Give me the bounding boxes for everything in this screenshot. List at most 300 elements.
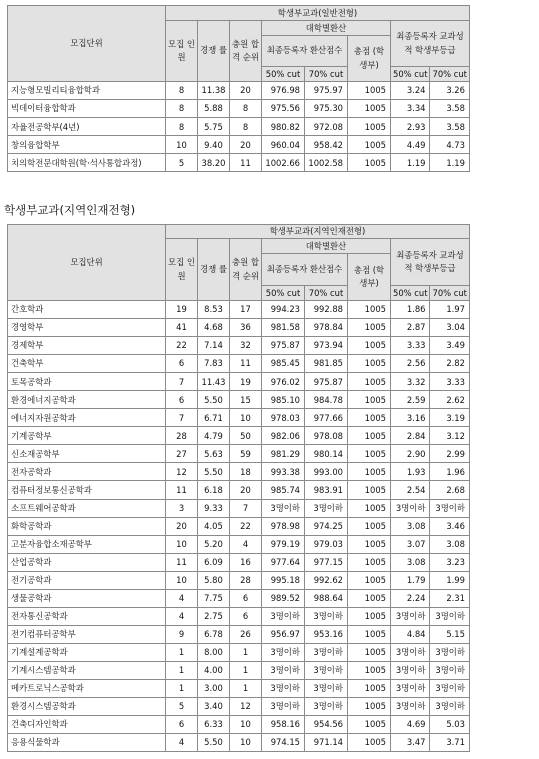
cell-g50: 3명이하 [391,499,430,517]
cell-ratio: 7.75 [198,589,230,607]
cell-dept: 메카트로닉스공학과 [8,679,166,697]
table-row [8,661,470,679]
cell-rank: 8 [230,100,262,118]
cell-ratio: 5.63 [198,445,230,463]
cell-total: 1005 [348,661,391,679]
cell-dept: 고분자융합소재공학부 [8,535,166,553]
cell-rank: 10 [230,716,262,734]
table-row [8,607,470,625]
cell-g70: 3.12 [430,427,469,445]
cell-rank: 18 [230,463,262,481]
table-title: 학생부교과(지역인재전형) [166,225,470,239]
cell-s70: 973.94 [305,337,348,355]
cell-total: 1005 [348,571,391,589]
cell-g70: 1.19 [430,154,469,172]
cell-s50: 1002.66 [262,154,305,172]
cell-total: 1005 [348,679,391,697]
cell-total: 1005 [348,391,391,409]
cell-s50: 989.52 [262,589,305,607]
cell-s50: 978.03 [262,409,305,427]
cell-s70: 954.56 [305,716,348,734]
cell-s50: 975.87 [262,337,305,355]
cell-ratio: 5.88 [198,100,230,118]
cell-g50: 1.79 [391,571,430,589]
cell-dept: 신소재공학부 [8,445,166,463]
cell-g50: 3.07 [391,535,430,553]
cell-g70: 1.99 [430,571,469,589]
header-dept: 모집단위 [8,225,166,301]
cell-total: 1005 [348,643,391,661]
cell-g50: 2.93 [391,118,430,136]
cell-s70: 988.64 [305,589,348,607]
cell-dept: 에너지자원공학과 [8,409,166,427]
cell-g50: 3.32 [391,373,430,391]
cell-g70: 5.03 [430,716,469,734]
cell-quota: 19 [166,301,198,319]
cell-s70: 977.15 [305,553,348,571]
cell-dept: 토목공학과 [8,373,166,391]
cell-rank: 10 [230,734,262,752]
header-dept: 모집단위 [8,6,166,82]
header-total: 총점 (학생부) [348,254,391,301]
table-row [8,481,470,499]
cell-g50: 3.16 [391,409,430,427]
cell-dept: 경제학부 [8,337,166,355]
cell-ratio: 3.40 [198,698,230,716]
cell-g70: 3명이하 [430,643,469,661]
cell-ratio: 5.75 [198,118,230,136]
cell-total: 1005 [348,319,391,337]
cell-quota: 20 [166,517,198,535]
cell-s70: 3명이하 [305,679,348,697]
cell-quota: 6 [166,716,198,734]
cell-g50: 3명이하 [391,679,430,697]
header-final-conv: 최종등록자 환산점수 [262,254,348,286]
cell-g70: 3명이하 [430,499,469,517]
cell-s70: 983.91 [305,481,348,499]
cell-s50: 981.29 [262,445,305,463]
cell-g50: 3.08 [391,517,430,535]
cell-rank: 6 [230,589,262,607]
cell-s50: 994.23 [262,301,305,319]
cell-total: 1005 [348,499,391,517]
cell-total: 1005 [348,373,391,391]
cell-dept: 응용식물학과 [8,734,166,752]
cell-s70: 3명이하 [305,661,348,679]
cell-g50: 3.08 [391,553,430,571]
cell-g50: 2.90 [391,445,430,463]
cell-rank: 20 [230,82,262,100]
table-row [8,445,470,463]
cell-total: 1005 [348,625,391,643]
cell-rank: 10 [230,409,262,427]
cell-ratio: 5.20 [198,535,230,553]
cell-s50: 976.02 [262,373,305,391]
cell-dept: 전자공학과 [8,463,166,481]
cell-rank: 12 [230,698,262,716]
cell-rank: 11 [230,355,262,373]
cell-quota: 7 [166,409,198,427]
header-rank: 충원 합격 순위 [230,239,262,301]
cell-total: 1005 [348,698,391,716]
cell-total: 1005 [348,463,391,481]
cell-g70: 3.26 [430,82,469,100]
cell-quota: 10 [166,571,198,589]
cell-dept: 창의융합학부 [8,136,166,154]
table-title: 학생부교과(일반전형) [166,6,470,21]
header-g50: 50% cut [391,286,430,301]
cell-total: 1005 [348,716,391,734]
cell-s50: 958.16 [262,716,305,734]
header-final-conv: 최종등록자 환산점수 [262,36,348,67]
table-row [8,517,470,535]
header-ratio: 경쟁 률 [198,239,230,301]
cell-g50: 2.59 [391,391,430,409]
cell-total: 1005 [348,535,391,553]
cell-g70: 2.31 [430,589,469,607]
cell-rank: 1 [230,643,262,661]
cell-ratio: 38.20 [198,154,230,172]
cell-s50: 975.56 [262,100,305,118]
cell-ratio: 9.33 [198,499,230,517]
header-s70: 70% cut [305,286,348,301]
cell-ratio: 2.75 [198,607,230,625]
admission-table-general [7,5,470,172]
cell-ratio: 4.68 [198,319,230,337]
table-row [8,716,470,734]
cell-g70: 2.62 [430,391,469,409]
cell-quota: 41 [166,319,198,337]
cell-quota: 4 [166,607,198,625]
cell-s70: 978.08 [305,427,348,445]
cell-g70: 2.82 [430,355,469,373]
cell-rank: 8 [230,118,262,136]
table-row [8,698,470,716]
cell-rank: 36 [230,319,262,337]
header-s50: 50% cut [262,67,305,82]
cell-s50: 985.74 [262,481,305,499]
cell-dept: 빅데이터융합학과 [8,100,166,118]
cell-s70: 953.16 [305,625,348,643]
table-body [8,301,470,752]
cell-ratio: 6.71 [198,409,230,427]
cell-total: 1005 [348,427,391,445]
cell-ratio: 11.38 [198,82,230,100]
cell-s70: 975.30 [305,100,348,118]
cell-s50: 974.15 [262,734,305,752]
cell-g70: 3.49 [430,337,469,355]
table-row [8,319,470,337]
cell-dept: 건축디자인학과 [8,716,166,734]
cell-rank: 11 [230,154,262,172]
cell-quota: 6 [166,355,198,373]
cell-rank: 22 [230,517,262,535]
cell-total: 1005 [348,154,391,172]
cell-quota: 9 [166,625,198,643]
cell-g50: 2.24 [391,589,430,607]
cell-quota: 1 [166,661,198,679]
cell-s70: 992.62 [305,571,348,589]
cell-total: 1005 [348,607,391,625]
header-final-grade: 최종등록자 교과성적 학생부등급 [391,239,470,286]
cell-s50: 3명이하 [262,607,305,625]
cell-s50: 960.04 [262,136,305,154]
cell-s50: 3명이하 [262,661,305,679]
cell-quota: 11 [166,481,198,499]
cell-ratio: 8.00 [198,643,230,661]
cell-quota: 8 [166,82,198,100]
cell-g70: 3명이하 [430,698,469,716]
cell-ratio: 6.18 [198,481,230,499]
cell-g50: 3명이하 [391,643,430,661]
cell-total: 1005 [348,589,391,607]
cell-g50: 3.24 [391,82,430,100]
cell-quota: 8 [166,118,198,136]
cell-dept: 화학공학과 [8,517,166,535]
cell-quota: 3 [166,499,198,517]
cell-ratio: 11.43 [198,373,230,391]
cell-quota: 28 [166,427,198,445]
cell-quota: 8 [166,100,198,118]
cell-s50: 979.19 [262,535,305,553]
cell-quota: 1 [166,643,198,661]
cell-quota: 22 [166,337,198,355]
table-row [8,463,470,481]
cell-s70: 984.78 [305,391,348,409]
cell-s70: 971.14 [305,734,348,752]
cell-total: 1005 [348,82,391,100]
cell-s70: 974.25 [305,517,348,535]
cell-g70: 3.58 [430,100,469,118]
table-body [8,82,470,172]
cell-s50: 980.82 [262,118,305,136]
cell-g50: 3.34 [391,100,430,118]
cell-quota: 5 [166,698,198,716]
cell-s70: 3명이하 [305,698,348,716]
cell-dept: 전기컴퓨터공학부 [8,625,166,643]
cell-s70: 958.42 [305,136,348,154]
table-row [8,734,470,752]
cell-g50: 1.86 [391,301,430,319]
cell-quota: 11 [166,553,198,571]
cell-quota: 10 [166,136,198,154]
cell-g50: 2.84 [391,427,430,445]
cell-dept: 환경시스템공학과 [8,698,166,716]
cell-g50: 3.47 [391,734,430,752]
cell-g50: 2.56 [391,355,430,373]
cell-quota: 1 [166,679,198,697]
cell-s70: 1002.58 [305,154,348,172]
cell-s70: 981.85 [305,355,348,373]
cell-dept: 경영학부 [8,319,166,337]
header-univ-score: 대학별환산 [262,21,391,36]
cell-quota: 4 [166,734,198,752]
cell-ratio: 5.80 [198,571,230,589]
cell-g50: 1.93 [391,463,430,481]
header-ratio: 경쟁 률 [198,21,230,82]
header-total: 총점 (학생부) [348,36,391,82]
cell-g70: 3.71 [430,734,469,752]
cell-g50: 1.19 [391,154,430,172]
table-row [8,337,470,355]
cell-rank: 20 [230,136,262,154]
cell-dept: 치의학전문대학원(학·석사통합과정) [8,154,166,172]
cell-total: 1005 [348,445,391,463]
cell-g70: 3명이하 [430,661,469,679]
header-final-grade: 최종등록자 교과성적 학생부등급 [391,21,470,67]
cell-g70: 1.97 [430,301,469,319]
cell-ratio: 4.79 [198,427,230,445]
cell-ratio: 5.50 [198,734,230,752]
cell-dept: 건축학부 [8,355,166,373]
cell-ratio: 5.50 [198,463,230,481]
table-row [8,427,470,445]
cell-s70: 978.84 [305,319,348,337]
cell-ratio: 6.33 [198,716,230,734]
cell-g50: 2.87 [391,319,430,337]
table-row [8,535,470,553]
cell-ratio: 3.00 [198,679,230,697]
header-s50: 50% cut [262,286,305,301]
cell-s50: 978.98 [262,517,305,535]
table-row [8,118,470,136]
cell-s50: 3명이하 [262,499,305,517]
table-row [8,100,470,118]
cell-rank: 26 [230,625,262,643]
cell-total: 1005 [348,481,391,499]
cell-g70: 3명이하 [430,679,469,697]
header-quota: 모집 인원 [166,21,198,82]
cell-rank: 7 [230,499,262,517]
cell-g70: 3명이하 [430,607,469,625]
cell-total: 1005 [348,355,391,373]
cell-ratio: 5.50 [198,391,230,409]
cell-total: 1005 [348,118,391,136]
cell-rank: 19 [230,373,262,391]
cell-g50: 3명이하 [391,661,430,679]
cell-ratio: 4.00 [198,661,230,679]
table-row [8,301,470,319]
cell-dept: 전자통신공학과 [8,607,166,625]
cell-rank: 4 [230,535,262,553]
cell-g50: 4.84 [391,625,430,643]
header-s70: 70% cut [305,67,348,82]
cell-s50: 985.10 [262,391,305,409]
cell-dept: 산업공학과 [8,553,166,571]
cell-s70: 3명이하 [305,607,348,625]
cell-quota: 4 [166,589,198,607]
cell-s70: 977.66 [305,409,348,427]
cell-g50: 4.49 [391,136,430,154]
cell-g70: 1.96 [430,463,469,481]
cell-s50: 993.38 [262,463,305,481]
cell-s50: 981.58 [262,319,305,337]
cell-s50: 956.97 [262,625,305,643]
cell-s70: 3명이하 [305,499,348,517]
cell-s50: 3명이하 [262,643,305,661]
table-row [8,499,470,517]
cell-s70: 979.03 [305,535,348,553]
header-g70: 70% cut [430,67,469,82]
cell-s70: 975.87 [305,373,348,391]
cell-g50: 4.69 [391,716,430,734]
cell-ratio: 7.14 [198,337,230,355]
cell-g70: 5.15 [430,625,469,643]
cell-g70: 3.04 [430,319,469,337]
table-row [8,82,470,100]
cell-g50: 3.33 [391,337,430,355]
cell-dept: 컴퓨터정보통신공학과 [8,481,166,499]
cell-g50: 2.54 [391,481,430,499]
cell-total: 1005 [348,553,391,571]
cell-s50: 3명이하 [262,679,305,697]
cell-rank: 32 [230,337,262,355]
header-univ-score: 대학별환산 [262,239,391,254]
cell-quota: 12 [166,463,198,481]
header-rank: 충원 합격 순위 [230,21,262,82]
cell-dept: 전기공학과 [8,571,166,589]
table-row [8,571,470,589]
cell-dept: 기계공학부 [8,427,166,445]
cell-g70: 3.08 [430,535,469,553]
cell-total: 1005 [348,409,391,427]
cell-dept: 환경에너지공학과 [8,391,166,409]
cell-g70: 3.23 [430,553,469,571]
cell-rank: 59 [230,445,262,463]
cell-quota: 5 [166,154,198,172]
cell-ratio: 9.40 [198,136,230,154]
cell-g70: 4.73 [430,136,469,154]
table-row [8,409,470,427]
cell-quota: 10 [166,535,198,553]
cell-s50: 976.98 [262,82,305,100]
cell-s70: 992.88 [305,301,348,319]
cell-g70: 2.99 [430,445,469,463]
table-row [8,679,470,697]
cell-s70: 975.97 [305,82,348,100]
admission-table-regional [7,224,470,752]
cell-total: 1005 [348,734,391,752]
cell-dept: 소프트웨어공학과 [8,499,166,517]
table-row [8,391,470,409]
cell-dept: 기계시스템공학과 [8,661,166,679]
section-title: 학생부교과(지역인재전형) [4,203,136,217]
header-quota: 모집 인원 [166,239,198,301]
cell-g50: 3명이하 [391,698,430,716]
cell-s70: 993.00 [305,463,348,481]
cell-g70: 3.33 [430,373,469,391]
cell-quota: 7 [166,373,198,391]
cell-rank: 6 [230,607,262,625]
cell-dept: 간호학과 [8,301,166,319]
header-g50: 50% cut [391,67,430,82]
cell-quota: 27 [166,445,198,463]
cell-s70: 972.08 [305,118,348,136]
table-row [8,355,470,373]
cell-ratio: 6.09 [198,553,230,571]
cell-g70: 3.58 [430,118,469,136]
header-g70: 70% cut [430,286,469,301]
cell-rank: 28 [230,571,262,589]
table-row [8,625,470,643]
cell-ratio: 6.78 [198,625,230,643]
table-row [8,553,470,571]
table-row [8,643,470,661]
cell-dept: 자율전공학부(4년) [8,118,166,136]
cell-s70: 3명이하 [305,643,348,661]
table-row [8,373,470,391]
cell-s70: 980.14 [305,445,348,463]
